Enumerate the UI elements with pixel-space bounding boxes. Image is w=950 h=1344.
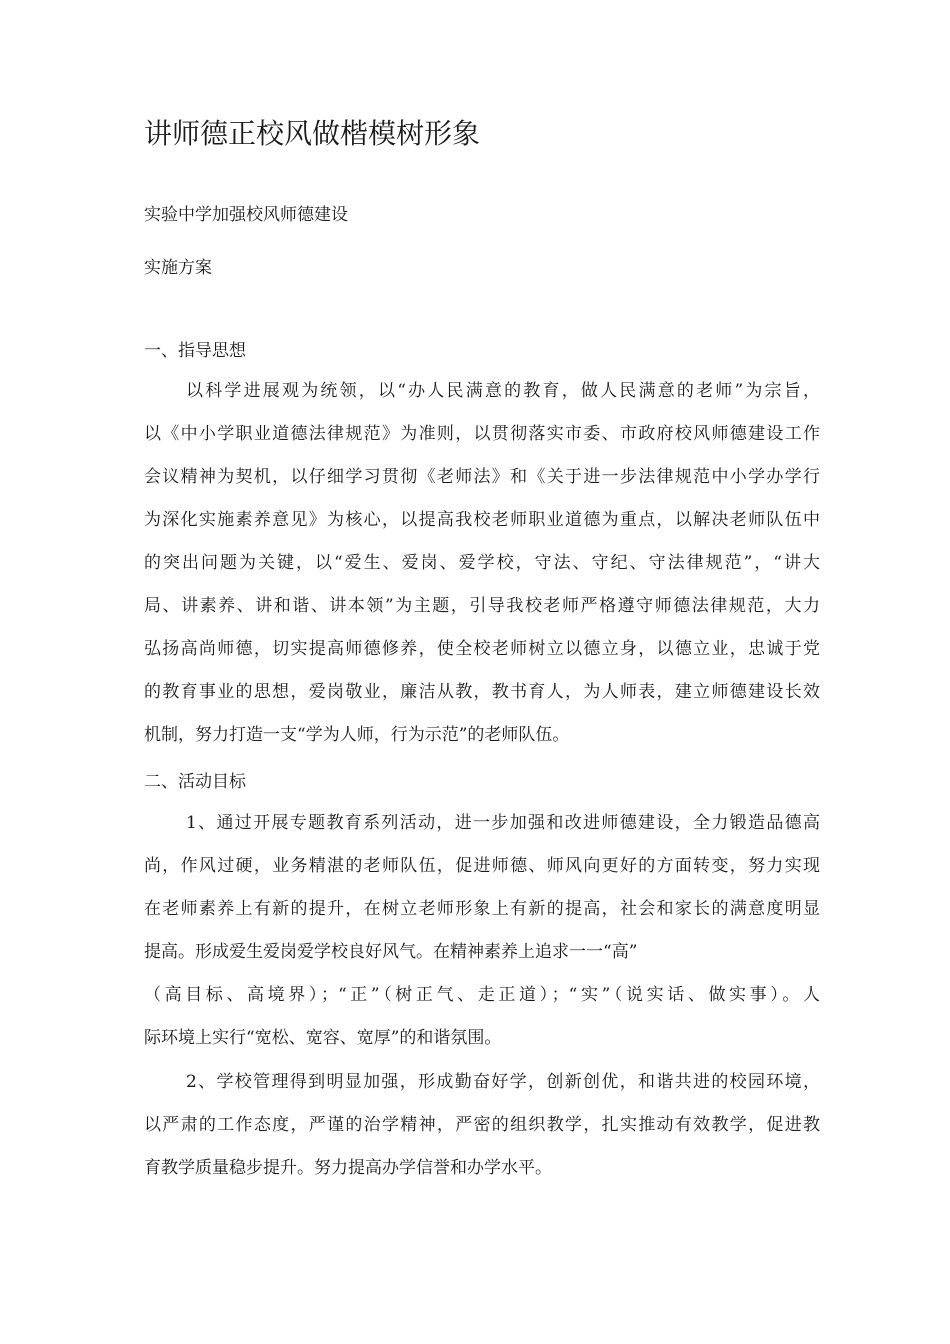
paragraph-guiding-thought (144, 370, 820, 757)
paragraph-line: 2、学校管理得到明显加强，形成勤奋好学，创新创优，和谐共进的校园环境， (186, 1072, 820, 1092)
paragraph-line: 弘扬高尚师德，切实提高师德修养，使全校老师树立以德立身，以德立业，忠诚于党 (144, 639, 820, 659)
paragraph-line: 尚，作风过硬，业务精湛的老师队伍，促进师德、师风向更好的方面转变，努力实现 (144, 856, 820, 876)
paragraph-line: 以《中小学职业道德法律规范》为准则，以贯彻落实市委、市政府校风师德建设工作 (144, 424, 820, 444)
paragraph-line: 1、通过开展专题教育系列活动，进一步加强和改进师德建设，全力锻造品德高 (186, 813, 820, 833)
paragraph-line: 际环境上实行“宽松、宽容、宽厚”的和谐氛围。 (144, 1028, 502, 1048)
paragraph-line: 机制，努力打造一支“学为人师，行为示范”的老师队伍。 (144, 725, 570, 745)
paragraph-line: 局、讲素养、讲和谐、讲本领”为主题，引导我校老师严格遵守师德法律规范，大力 (144, 596, 820, 616)
paragraph-line: （高目标、高境界）；“正”（树正气、走正道）；“实”（说实话、做实事）。人 (144, 985, 820, 1005)
paragraph-goal-1 (144, 802, 820, 1060)
section-heading-guiding-thought: 一、指导思想 (144, 341, 246, 361)
section-heading-activity-goals: 二、活动目标 (144, 772, 246, 792)
paragraph-line: 育教学质量稳步提升。努力提高办学信誉和办学水平。 (144, 1158, 552, 1178)
paragraph-line: 为深化实施素养意见》为核心，以提高我校老师职业道德为重点，以解决老师队伍中 (144, 510, 820, 530)
paragraph-line: 在老师素养上有新的提升，在树立老师形象上有新的提高，社会和家长的满意度明显 (144, 899, 820, 919)
paragraph-goal-2 (144, 1061, 820, 1190)
subtitle-plan: 实施方案 (144, 258, 212, 278)
paragraph-line: 的教育事业的思想，爱岗敬业，廉洁从教，教书育人，为人师表，建立师德建设长效 (144, 682, 820, 702)
paragraph-line: 会议精神为契机，以仔细学习贯彻《老师法》和《关于进一步法律规范中小学办学行 (144, 467, 820, 487)
paragraph-line: 提高。形成爱生爱岗爱学校良好风气。在精神素养上追求一一“高” (144, 942, 638, 962)
paragraph-line: 以科学进展观为统领，以“办人民满意的教育，做人民满意的老师”为宗旨， (186, 381, 820, 401)
document-title: 讲师德正校风做楷模树形象 (144, 117, 481, 150)
paragraph-line: 以严肃的工作态度，严谨的治学精神，严密的组织教学，扎实推动有效教学，促进教 (144, 1115, 820, 1135)
paragraph-line: 的突出问题为关键，以“爱生、爱岗、爱学校，守法、守纪、守法律规范”，“讲大 (144, 553, 820, 573)
subtitle-school: 实验中学加强校风师德建设 (144, 205, 348, 225)
